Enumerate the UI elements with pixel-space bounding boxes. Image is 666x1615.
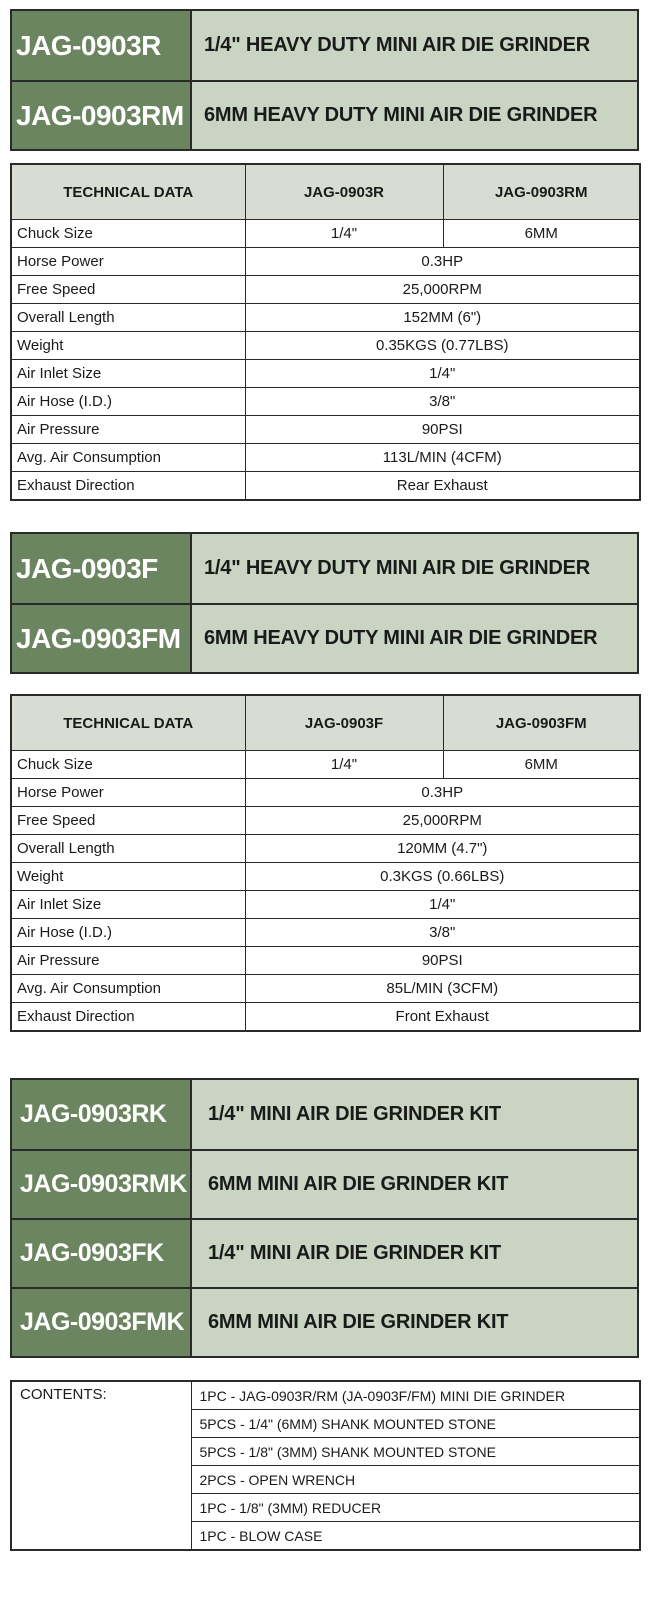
table-row [11, 360, 640, 388]
contents-item: 5PCS - 1/4" (6MM) SHANK MOUNTED STONE [191, 1410, 640, 1438]
table-row [11, 975, 640, 1003]
row-label: Chuck Size [11, 220, 245, 248]
row-label: Horse Power [11, 779, 245, 807]
kit-description: 1/4" MINI AIR DIE GRINDER KIT [208, 1242, 501, 1264]
table-row [11, 779, 640, 807]
row-value: 0.35KGS (0.77LBS) [245, 332, 640, 360]
contents-item: 1PC - 1/8" (3MM) REDUCER [191, 1494, 640, 1522]
row-value: 90PSI [245, 947, 640, 975]
row-value: 0.3HP [245, 248, 640, 276]
technical-data-table-2 [10, 694, 641, 1032]
contents-item: 1PC - BLOW CASE [191, 1522, 640, 1551]
model-code: JAG-0903F [12, 534, 192, 603]
row-value: 0.3KGS (0.66LBS) [245, 863, 640, 891]
row-label: Free Speed [11, 807, 245, 835]
row-value: 1/4" [245, 360, 640, 388]
table-row [11, 388, 640, 416]
model-row [12, 534, 637, 603]
column-header: JAG-0903FM [443, 695, 640, 751]
kit-description: 1/4" MINI AIR DIE GRINDER KIT [208, 1103, 501, 1125]
kit-description: 6MM MINI AIR DIE GRINDER KIT [208, 1311, 509, 1333]
kit-row [12, 1080, 637, 1149]
model-code: JAG-0903FM [12, 605, 192, 672]
kit-code: JAG-0903FK [12, 1220, 192, 1287]
row-label: Air Hose (I.D.) [11, 919, 245, 947]
row-value: 113L/MIN (4CFM) [245, 444, 640, 472]
row-value: 90PSI [245, 416, 640, 444]
table-row [11, 444, 640, 472]
contents-item: 5PCS - 1/8" (3MM) SHANK MOUNTED STONE [191, 1438, 640, 1466]
row-label: Horse Power [11, 248, 245, 276]
row-label: Air Pressure [11, 947, 245, 975]
table-row [11, 304, 640, 332]
table-row [11, 919, 640, 947]
table-title: TECHNICAL DATA [11, 164, 245, 220]
table-row [11, 807, 640, 835]
row-value: 1/4" [245, 751, 443, 779]
kit-code: JAG-0903FMK [12, 1289, 192, 1356]
table-row [11, 1381, 640, 1410]
model-description: 6MM HEAVY DUTY MINI AIR DIE GRINDER [204, 104, 598, 126]
kit-header [10, 1078, 639, 1358]
row-value: 3/8" [245, 388, 640, 416]
model-description: 6MM HEAVY DUTY MINI AIR DIE GRINDER [204, 627, 598, 649]
row-label: Overall Length [11, 304, 245, 332]
contents-item: 1PC - JAG-0903R/RM (JA-0903F/FM) MINI DIE GRINDER [191, 1381, 640, 1410]
model-description: 1/4" HEAVY DUTY MINI AIR DIE GRINDER [204, 34, 591, 56]
table-header-row [11, 695, 640, 751]
row-label: Exhaust Direction [11, 1003, 245, 1032]
table-title: TECHNICAL DATA [11, 695, 245, 751]
kit-code: JAG-0903RMK [12, 1151, 192, 1218]
row-label: Exhaust Direction [11, 472, 245, 501]
model-row [12, 80, 637, 149]
table-row [11, 220, 640, 248]
technical-data-table-1 [10, 163, 641, 501]
model-code: JAG-0903RM [12, 82, 192, 149]
table-row [11, 276, 640, 304]
table-row [11, 751, 640, 779]
row-label: Weight [11, 863, 245, 891]
row-label: Overall Length [11, 835, 245, 863]
row-value: 1/4" [245, 220, 443, 248]
table-row [11, 416, 640, 444]
column-header: JAG-0903F [245, 695, 443, 751]
table-row [11, 891, 640, 919]
row-value: 6MM [443, 751, 640, 779]
contents-label: CONTENTS: [11, 1381, 191, 1550]
kit-row [12, 1149, 637, 1218]
table-row [11, 835, 640, 863]
row-value: 3/8" [245, 919, 640, 947]
table-row [11, 863, 640, 891]
model-code: JAG-0903R [12, 11, 192, 80]
table-row [11, 472, 640, 501]
table-row [11, 248, 640, 276]
row-value: 152MM (6") [245, 304, 640, 332]
table-row [11, 1003, 640, 1032]
row-label: Air Inlet Size [11, 891, 245, 919]
row-label: Weight [11, 332, 245, 360]
row-label: Air Inlet Size [11, 360, 245, 388]
row-label: Chuck Size [11, 751, 245, 779]
kit-code: JAG-0903RK [12, 1080, 192, 1149]
row-label: Air Hose (I.D.) [11, 388, 245, 416]
row-label: Avg. Air Consumption [11, 444, 245, 472]
row-value: Front Exhaust [245, 1003, 640, 1032]
row-value: 25,000RPM [245, 807, 640, 835]
contents-table [10, 1380, 641, 1551]
row-value: 6MM [443, 220, 640, 248]
model-description: 1/4" HEAVY DUTY MINI AIR DIE GRINDER [204, 557, 591, 579]
row-value: 120MM (4.7") [245, 835, 640, 863]
row-value: 85L/MIN (3CFM) [245, 975, 640, 1003]
row-value: 0.3HP [245, 779, 640, 807]
kit-description: 6MM MINI AIR DIE GRINDER KIT [208, 1173, 509, 1195]
model-header-1 [10, 9, 639, 151]
row-value: Rear Exhaust [245, 472, 640, 501]
row-label: Avg. Air Consumption [11, 975, 245, 1003]
table-header-row [11, 164, 640, 220]
row-value: 1/4" [245, 891, 640, 919]
model-row [12, 11, 637, 80]
row-label: Air Pressure [11, 416, 245, 444]
row-value: 25,000RPM [245, 276, 640, 304]
kit-row [12, 1218, 637, 1287]
table-row [11, 332, 640, 360]
contents-item: 2PCS - OPEN WRENCH [191, 1466, 640, 1494]
table-row [11, 947, 640, 975]
column-header: JAG-0903R [245, 164, 443, 220]
model-header-2 [10, 532, 639, 674]
column-header: JAG-0903RM [443, 164, 640, 220]
model-row [12, 603, 637, 672]
row-label: Free Speed [11, 276, 245, 304]
kit-row [12, 1287, 637, 1356]
